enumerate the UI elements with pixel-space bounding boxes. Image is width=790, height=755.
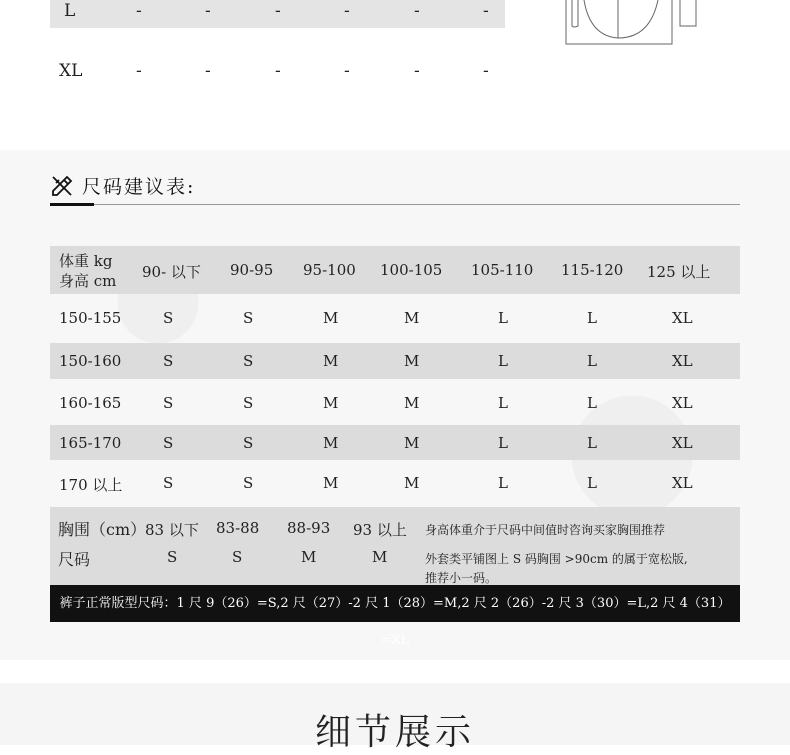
value-cell: - bbox=[136, 1, 142, 21]
size-cell: XL bbox=[672, 394, 693, 412]
size-cell: L bbox=[587, 474, 597, 492]
size-cell: M bbox=[323, 474, 339, 492]
column-header: 100-105 bbox=[380, 261, 443, 279]
measurement-table bbox=[50, 0, 505, 88]
size-cell: S bbox=[163, 394, 174, 412]
section-heading bbox=[50, 172, 195, 199]
size-cell: M bbox=[323, 394, 339, 412]
size-cell: S bbox=[163, 352, 174, 370]
size-cell: S bbox=[243, 474, 254, 492]
size-cell: M bbox=[323, 352, 339, 370]
size-cell: S bbox=[163, 309, 174, 327]
size-cell: L bbox=[498, 309, 508, 327]
column-header: 115-120 bbox=[561, 261, 624, 279]
height-cell: 150-160 bbox=[59, 352, 122, 370]
column-header: 90- 以下 bbox=[142, 263, 201, 281]
value-cell: - bbox=[275, 61, 281, 81]
column-header: 95-100 bbox=[303, 261, 356, 279]
size-cell: M bbox=[404, 474, 420, 492]
header-weight: 体重 kg bbox=[59, 252, 113, 270]
table-row bbox=[50, 0, 505, 28]
size-recommendation-table bbox=[50, 246, 740, 507]
size-cell: L bbox=[587, 394, 597, 412]
size-cell: S bbox=[232, 548, 243, 566]
divider bbox=[50, 204, 740, 205]
size-cell: S bbox=[243, 434, 254, 452]
size-cell: M bbox=[323, 309, 339, 327]
value-cell: - bbox=[205, 1, 211, 21]
header-label bbox=[59, 251, 116, 291]
column-header: 105-110 bbox=[471, 261, 534, 279]
value-cell: - bbox=[344, 1, 350, 21]
size-cell: S bbox=[243, 394, 254, 412]
table-row bbox=[50, 294, 740, 343]
table-row bbox=[50, 379, 740, 425]
size-cell: S bbox=[163, 474, 174, 492]
height-cell: 150-155 bbox=[59, 309, 122, 327]
size-cell: M bbox=[404, 394, 420, 412]
section-title: 尺码建议表: bbox=[82, 176, 196, 198]
value-cell: - bbox=[344, 61, 350, 81]
table-row bbox=[50, 343, 740, 379]
size-note: 外套类平铺图上 S 码胸围 >90cm 的属于宽松版, bbox=[425, 552, 688, 566]
size-cell: M bbox=[372, 548, 388, 566]
chest-range: 93 以上 bbox=[353, 521, 407, 539]
column-header: 90-95 bbox=[230, 261, 274, 279]
value-cell: - bbox=[414, 61, 420, 81]
pencil-ruler-icon bbox=[50, 174, 74, 198]
size-cell: XL bbox=[672, 434, 693, 452]
table-row bbox=[50, 60, 505, 88]
value-cell: - bbox=[483, 61, 489, 81]
size-cell: L bbox=[587, 352, 597, 370]
size-cell: L bbox=[498, 394, 508, 412]
column-header: 125 以上 bbox=[647, 263, 711, 281]
table-row bbox=[50, 460, 740, 507]
chest-range: 83-88 bbox=[216, 519, 260, 537]
table-row bbox=[50, 425, 740, 460]
value-cell: - bbox=[136, 61, 142, 81]
size-note: 推荐小一码。 bbox=[425, 571, 498, 585]
size-cell: M bbox=[404, 434, 420, 452]
header-height: 身高 cm bbox=[59, 272, 117, 290]
size-cell: L bbox=[498, 352, 508, 370]
size-cell: L bbox=[498, 474, 508, 492]
size-cell: L bbox=[587, 434, 597, 452]
height-cell: 170 以上 bbox=[59, 476, 123, 494]
size-cell: M bbox=[301, 548, 317, 566]
size-cell: M bbox=[404, 309, 420, 327]
height-cell: 165-170 bbox=[59, 434, 122, 452]
value-cell: - bbox=[205, 61, 211, 81]
size-cell: S bbox=[167, 548, 178, 566]
size-cell: XL bbox=[672, 309, 693, 327]
value-cell: - bbox=[414, 1, 420, 21]
chest-size-table bbox=[50, 507, 740, 585]
size-cell: S bbox=[163, 434, 174, 452]
table-header-row bbox=[50, 246, 740, 294]
size-cell: L bbox=[498, 434, 508, 452]
chest-range: 88-93 bbox=[287, 519, 331, 537]
size-cell: XL bbox=[672, 474, 693, 492]
size-note: 身高体重介于尺码中间值时咨询买家胸围推荐 bbox=[425, 523, 666, 537]
size-cell: XL bbox=[59, 61, 83, 81]
size-label: 尺码 bbox=[58, 550, 91, 569]
shirt-illustration bbox=[560, 0, 700, 46]
size-cell: S bbox=[243, 352, 254, 370]
height-cell: 160-165 bbox=[59, 394, 122, 412]
chest-label: 胸围（cm） bbox=[58, 520, 147, 539]
size-cell: M bbox=[323, 434, 339, 452]
chest-range: 83 以下 bbox=[145, 521, 199, 539]
size-cell: M bbox=[404, 352, 420, 370]
value-cell: - bbox=[483, 1, 489, 21]
size-cell: XL bbox=[672, 352, 693, 370]
size-cell: L bbox=[64, 1, 76, 21]
size-cell: L bbox=[587, 309, 597, 327]
size-cell: S bbox=[243, 309, 254, 327]
pants-size-note: 裤子正常版型尺码：1 尺 9（26）=S,2 尺（27）-2 尺 1（28）=M,2 尺 2（26）-2 尺 3（30）=L,2 尺 4（31）=XL bbox=[50, 585, 740, 622]
detail-title: 细节展示 bbox=[314, 712, 475, 753]
divider-accent bbox=[50, 203, 94, 206]
value-cell: - bbox=[275, 1, 281, 21]
